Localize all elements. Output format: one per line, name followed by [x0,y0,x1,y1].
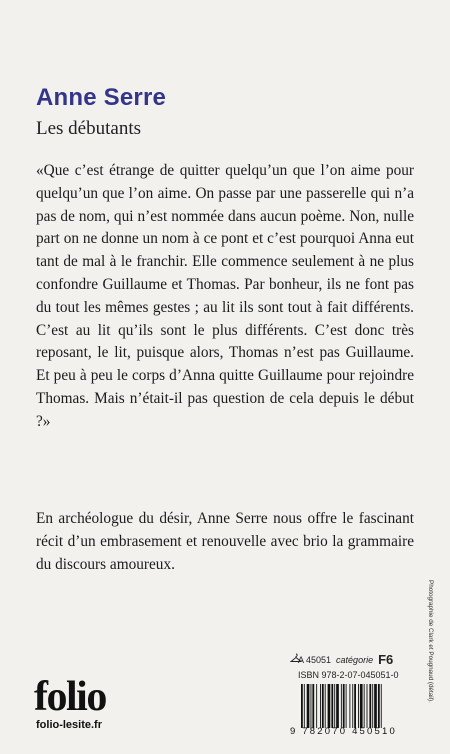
barcode-digits: 9 782070 450510 [290,726,397,737]
photo-credit: Photographie de Clark et Pougnaud (détail). [427,580,434,703]
publisher-site: folio-lesite.fr [36,719,103,731]
summary-text: En archéologue du désir, Anne Serre nous offre le fascinant récit d’un embrasement et renouvelle avec brio la grammaire du discours amoureux. [36,510,414,573]
category-label: catégorie [336,654,374,665]
catalog-line [298,652,393,667]
barcode-icon [300,684,418,728]
category-value: F6 [378,652,394,667]
catalog-code: A 45051 [298,654,332,665]
author-name: Anne Serre [36,84,167,111]
book-title: Les débutants [36,118,142,139]
publisher-logo: folio [34,674,106,720]
isbn: ISBN 978-2-07-045051-0 [298,670,399,680]
blurb-quote: «Que c’est étrange de quitter quelqu’un que l’on aime pour quelqu’un que l’on aime. On passe par une passerelle qui n’a pas de nom, qui n’est nommée dans aucun poème. Non, nulle part on ne donne un nom à ce pont et c’est pourquoi Anna eut tant de mal à le franchir. Elle commence seulement à ne plus confondre Guillaume et Thomas. Par bonheur, ils ne font pas du tout les mêmes gestes ; au lit ils sont tout à fait différents. C’est au lit qu’ils sont le plus différents. C’est donc très reposant, le lit, puisque alors, Thomas n’est pas Guillaume. Et peu à peu le corps d’Anna quitte Guillaume pour rejoindre Thomas. Mais n’était-il pas question de cela depuis le début ?» [36,162,414,430]
